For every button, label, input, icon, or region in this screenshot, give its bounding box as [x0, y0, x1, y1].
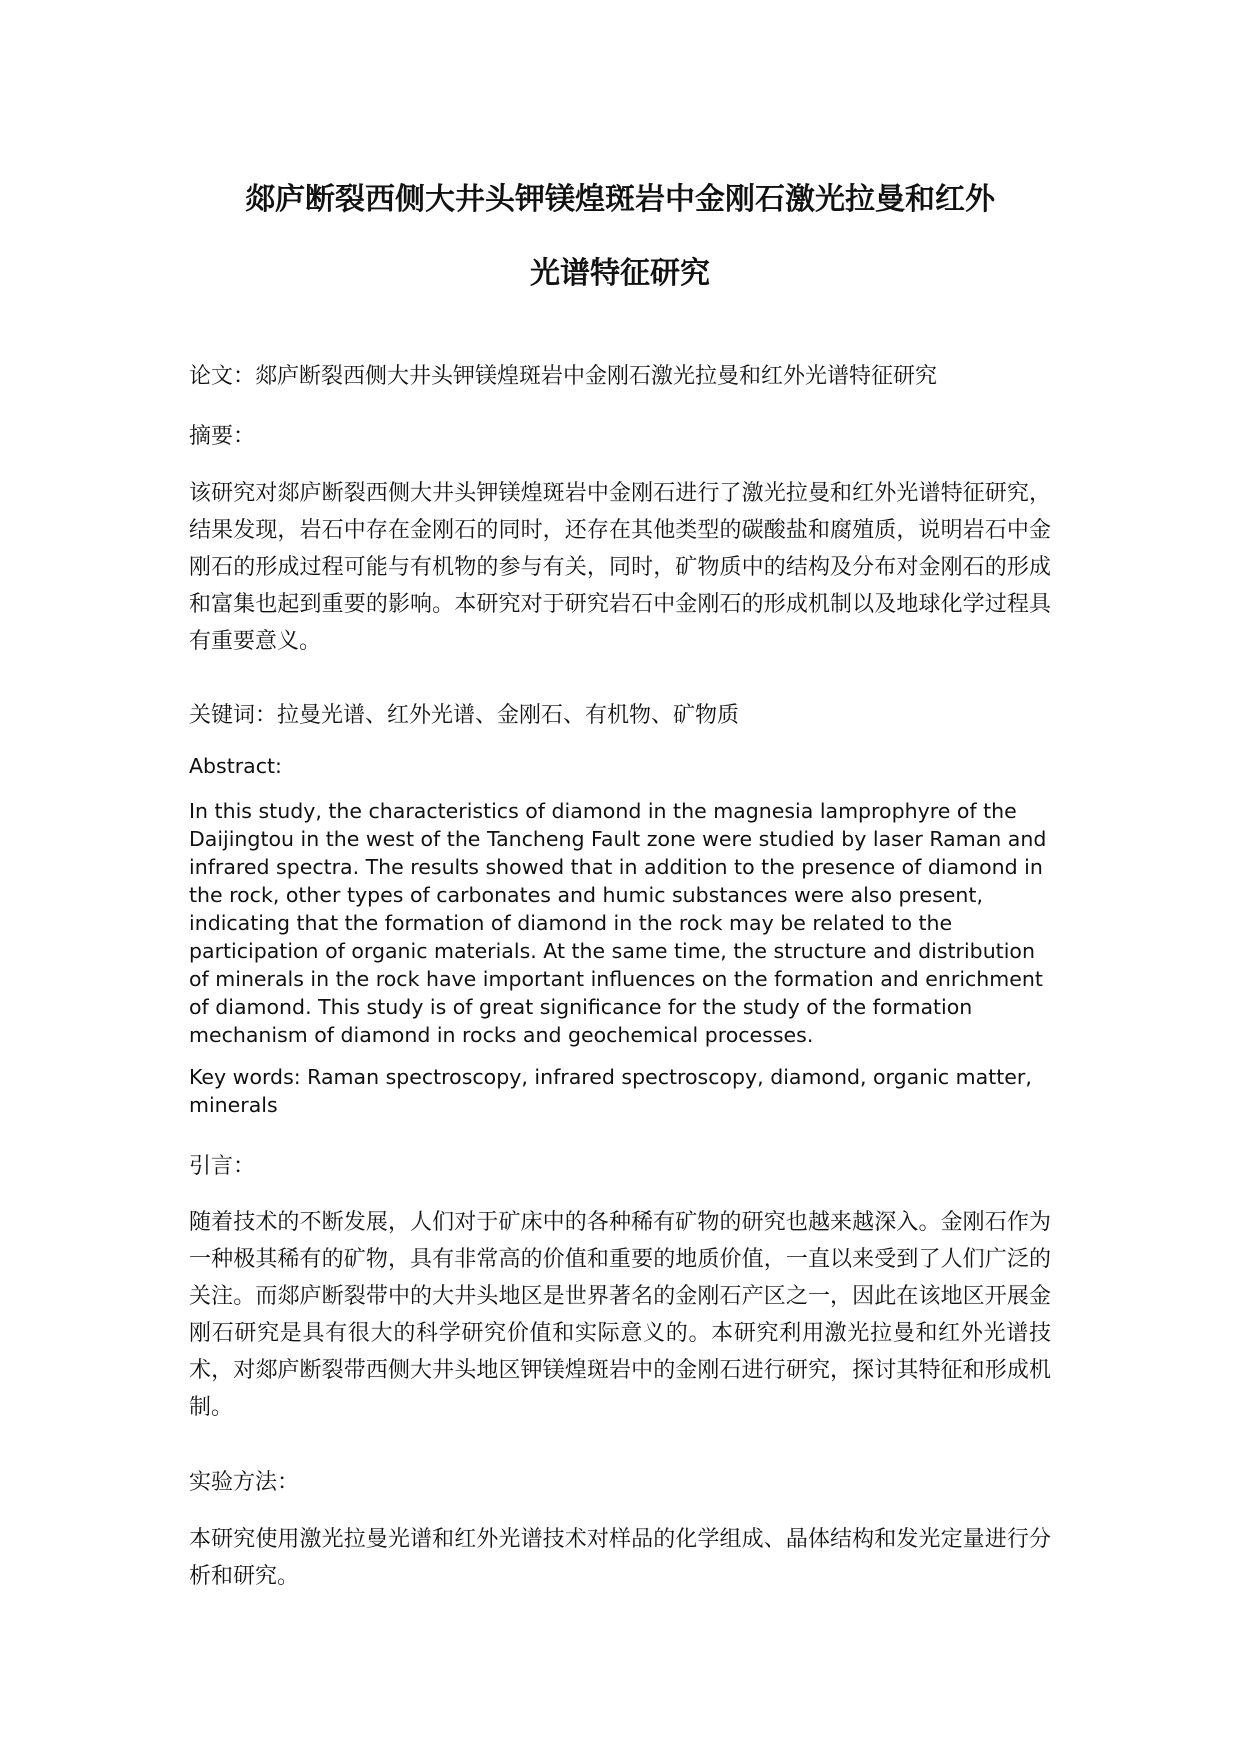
introduction-body: 随着技术的不断发展，人们对于矿床中的各种稀有矿物的研究也越来越深入。金刚石作为一种极其稀有的矿物，具有非常高的价值和重要的地质价值，一直以来受到了人们广泛的关注。而郯庐断裂带中的大井头地区是世界著名的金刚石产区之一，因此在该地区开展金刚石研究是具有很大的科学研究价值和实际意义的。本研究利用激光拉曼和红外光谱技术，对郯庐断裂带西侧大井头地区钾镁煌斑岩中的金刚石进行研究，探讨其特征和形成机制。	[189, 1210, 1051, 1420]
abstract-cn-heading: 摘要：	[189, 424, 256, 449]
keywords-en: Key words: Raman spectroscopy, infrared spectroscopy, diamond, organic matter, minerals	[189, 1065, 1032, 1117]
introduction-heading: 引言：	[189, 1154, 256, 1179]
thesis-line: 论文：郯庐断裂西侧大井头钾镁煌斑岩中金刚石激光拉曼和红外光谱特征研究	[189, 364, 938, 389]
paper-title-line-1: 郯庐断裂西侧大井头钾镁煌斑岩中金刚石激光拉曼和红外	[245, 182, 995, 217]
abstract-en-heading: Abstract:	[189, 754, 282, 778]
keywords-cn: 关键词：拉曼光谱、红外光谱、金刚石、有机物、矿物质	[189, 703, 740, 728]
methods-heading: 实验方法：	[189, 1470, 300, 1495]
abstract-cn-body: 该研究对郯庐断裂西侧大井头钾镁煌斑岩中金刚石进行了激光拉曼和红外光谱特征研究，结果发现，岩石中存在金刚石的同时，还存在其他类型的碳酸盐和腐殖质，说明岩石中金刚石的形成过程可能与有机物的参与有关，同时，矿物质中的结构及分布对金刚石的形成和富集也起到重要的影响。本研究对于研究岩石中金刚石的形成机制以及地球化学过程具有重要意义。	[189, 481, 1051, 654]
abstract-en-body: In this study, the characteristics of diamond in the magnesia lamprophyre of the Daijingtou in the west of the Tancheng Fault zone were studied by laser Raman and infrared spectra. The results showed that in addition to the presence of diamond in the rock, other types of carbonates and humic substances were also present, indicating that the formation of diamond in the rock may be related to the participation of organic materials. At the same time, the structure and distribution of minerals in the rock have important influences on the formation and enrichment of diamond. This study is of great significance for the study of the formation mechanism of diamond in rocks and geochemical processes.	[189, 799, 1047, 1047]
methods-body: 本研究使用激光拉曼光谱和红外光谱技术对样品的化学组成、晶体结构和发光定量进行分析和研究。	[189, 1527, 1051, 1589]
paper-title-line-2: 光谱特征研究	[530, 256, 710, 291]
